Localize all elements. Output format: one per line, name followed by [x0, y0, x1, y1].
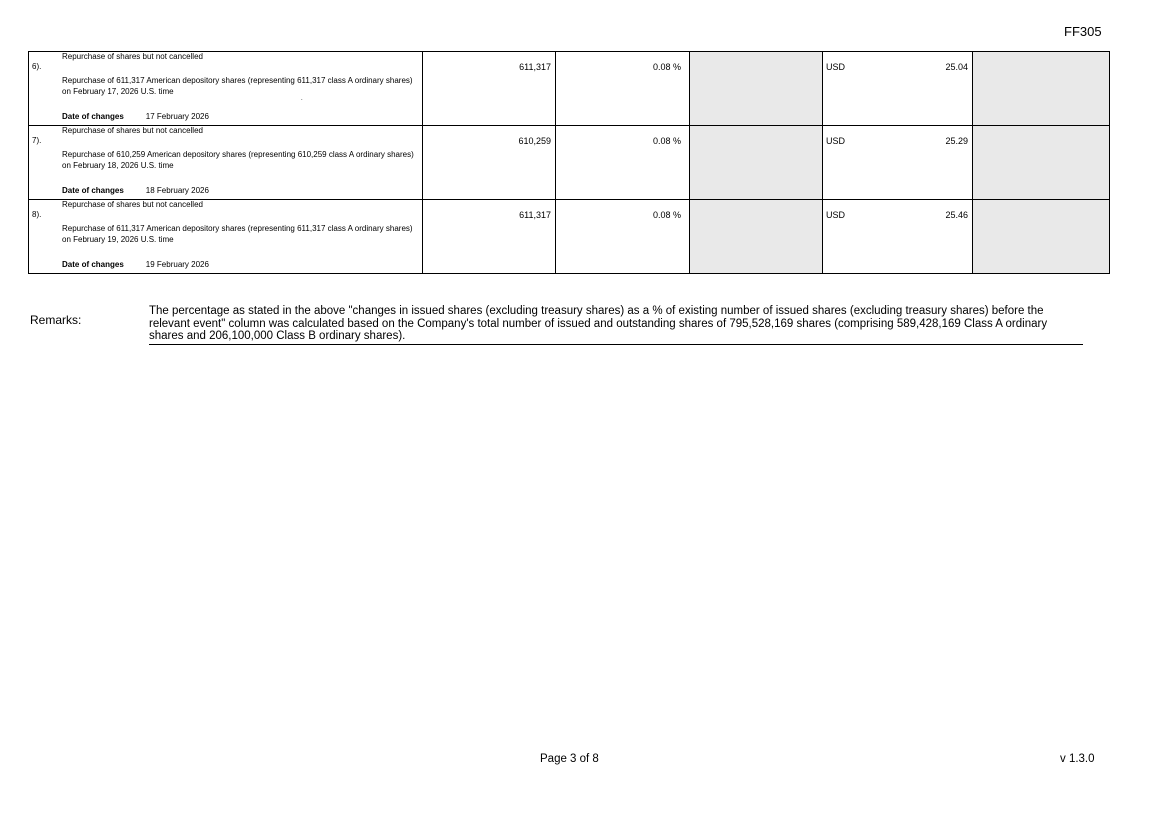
page-number: Page 3 of 8 [540, 753, 599, 765]
event-description-cell [29, 200, 423, 274]
percent-value: 0.08 % [652, 210, 681, 220]
percent-cell [556, 52, 690, 126]
date-label: Date of changes [62, 186, 124, 195]
percent-cell [556, 126, 690, 200]
remarks-label: Remarks: [30, 313, 82, 327]
price-cell [823, 200, 973, 274]
currency: USD [826, 210, 846, 220]
percent-value: 0.08 % [652, 136, 681, 146]
empty-grey-cell [690, 126, 823, 200]
price-value: 25.46 [945, 210, 968, 220]
event-type: Repurchase of shares but not cancelled [62, 200, 203, 209]
date-value: 18 February 2026 [145, 186, 209, 195]
currency: USD [826, 136, 846, 146]
event-description: Repurchase of 611,317 American depository shares (representing 611,317 class A ordinary shares) on February 17, 2026 U.S. time [62, 76, 413, 96]
remarks-text: The percentage as stated in the above "changes in issued shares (excluding treasury shares) as a % of existing number of issued shares (excluding treasury shares) before the relevant event" column was calculated based on the Company's total number of issued and outstanding shares of 795,528,169 shares (comprising 589,428,169 Class A ordinary shares and 206,100,000 Class B ordinary shares). [149, 305, 1083, 345]
shares-cell [423, 52, 556, 126]
row-number: 7). [32, 136, 42, 145]
price-cell [823, 126, 973, 200]
price-value: 25.29 [945, 136, 968, 146]
row-number: 8). [32, 210, 42, 219]
percent-value: 0.08 % [652, 62, 681, 72]
empty-grey-cell [973, 52, 1110, 126]
empty-grey-cell [973, 126, 1110, 200]
table-row [29, 126, 1110, 200]
event-type: Repurchase of shares but not cancelled [62, 126, 203, 135]
date-of-changes [62, 186, 209, 195]
shares-cell [423, 200, 556, 274]
date-label: Date of changes [62, 112, 124, 121]
shares-value: 610,259 [518, 136, 551, 146]
percent-cell [556, 200, 690, 274]
form-code: FF305 [1064, 24, 1102, 39]
event-description-cell [29, 126, 423, 200]
empty-grey-cell [690, 200, 823, 274]
date-value: 17 February 2026 [145, 112, 209, 121]
version-label: v 1.3.0 [1060, 753, 1095, 765]
date-value: 19 February 2026 [145, 260, 209, 269]
event-description-cell: 6). Repurchase of shares but not cancelled Repurchase of 611,317 American depository shares (representing 611,317 class A ordinary shares) on February 17, 2026 U.S. time . Date of changes 17 February 2026 [29, 52, 423, 126]
date-of-changes [62, 112, 209, 121]
currency: USD [826, 62, 846, 72]
event-description: Repurchase of 610,259 American depository shares (representing 610,259 class A ordinary shares) on February 18, 2026 U.S. time [62, 150, 414, 170]
event-description: Repurchase of 611,317 American depository shares (representing 611,317 class A ordinary shares) on February 19, 2026 U.S. time [62, 224, 413, 244]
share-changes-table [28, 51, 1110, 274]
empty-grey-cell [973, 200, 1110, 274]
table-row [29, 200, 1110, 274]
empty-grey-cell [690, 52, 823, 126]
price-cell [823, 52, 973, 126]
event-type: Repurchase of shares but not cancelled [62, 52, 203, 61]
date-of-changes [62, 260, 209, 269]
price-value: 25.04 [945, 62, 968, 72]
shares-value: 611,317 [519, 62, 551, 72]
date-label: Date of changes [62, 260, 124, 269]
shares-cell [423, 126, 556, 200]
row-number: 6). [32, 62, 42, 71]
table-row [29, 52, 1110, 126]
shares-value: 611,317 [519, 210, 551, 220]
